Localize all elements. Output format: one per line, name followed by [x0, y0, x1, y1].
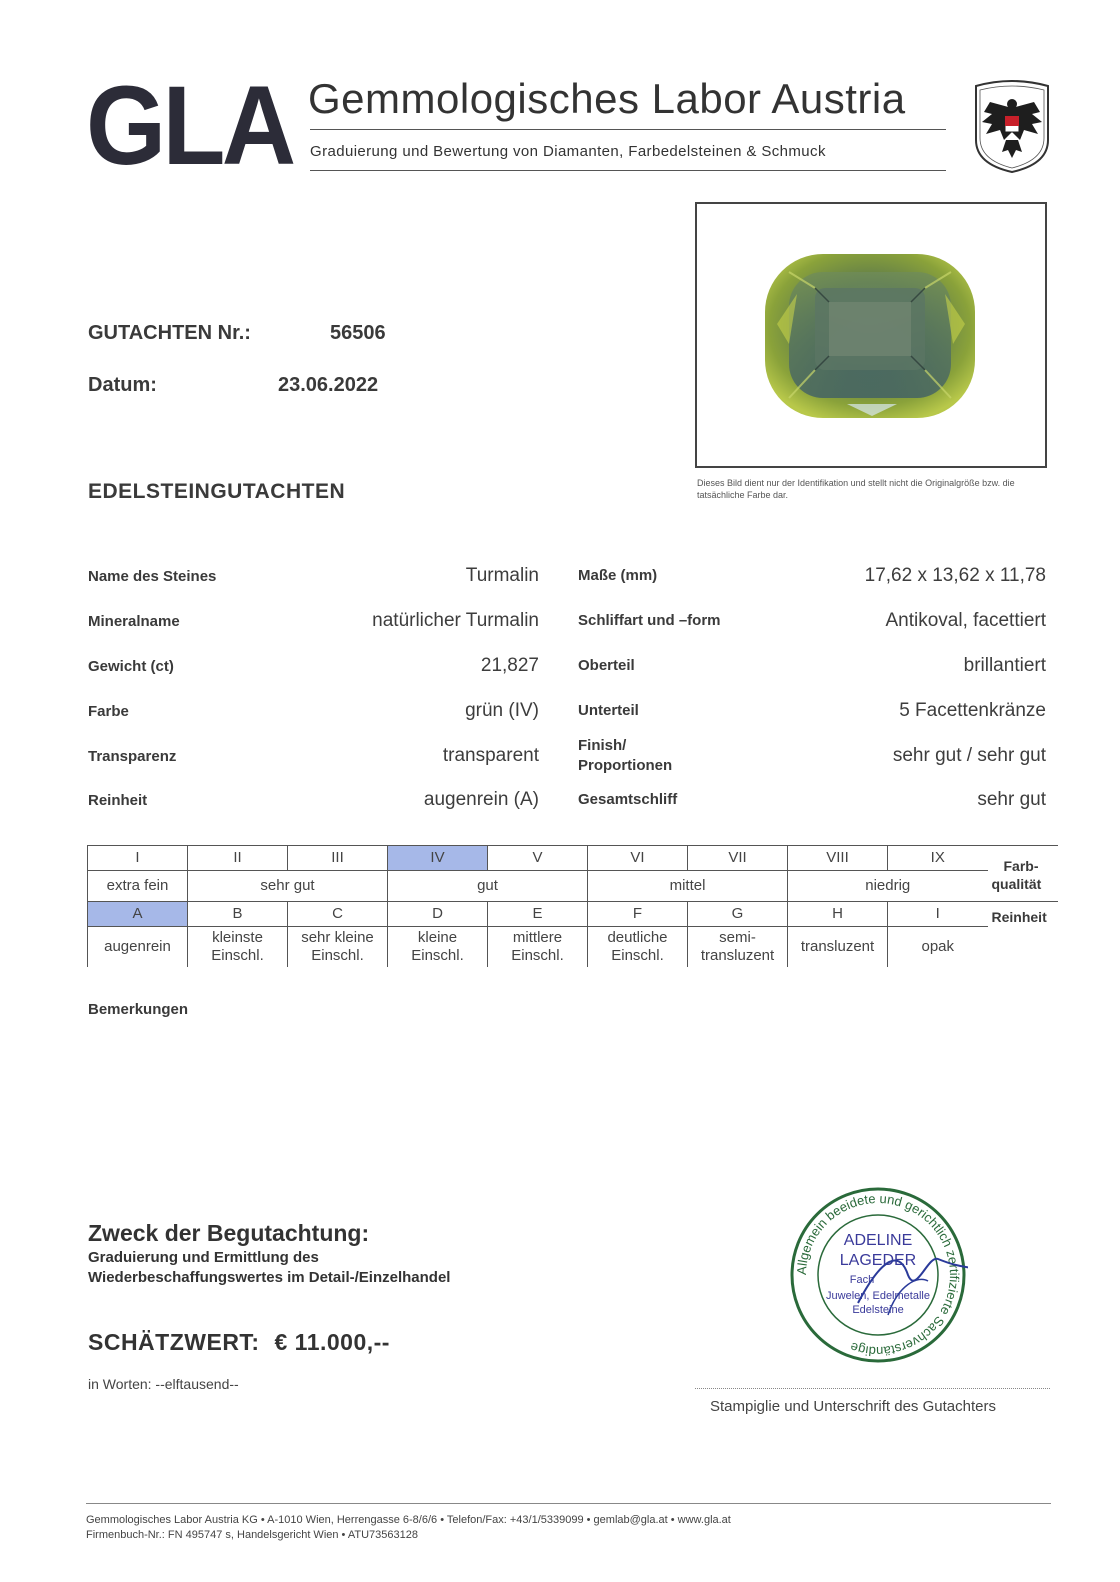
color-group-cell: niedrig	[788, 871, 988, 902]
prop-value-mineral-name: natürlicher Turmalin	[372, 610, 539, 631]
prop-value-crown: brillantiert	[963, 655, 1046, 676]
prop-label-mineral-name: Mineralname	[88, 613, 180, 630]
stamp-line-5: Edelsteine	[852, 1304, 904, 1316]
color-quality-label-line2: qualität	[991, 875, 1042, 892]
clarity-desc-line: kleinste	[212, 929, 263, 946]
prop-label-stone-name: Name des Steines	[88, 568, 217, 585]
clarity-desc-line: Einschl.	[411, 947, 464, 964]
clarity-grade-cell: D	[388, 902, 488, 927]
purpose-line-1: Graduierung und Ermittlung des	[88, 1249, 319, 1266]
clarity-desc-line: transluzent	[700, 947, 775, 964]
color-grade-cell: III	[288, 846, 388, 871]
clarity-desc-cell	[288, 927, 388, 968]
clarity-desc-cell	[88, 927, 188, 968]
prop-value-weight: 21,827	[480, 655, 539, 676]
footer	[86, 1513, 731, 1543]
clarity-desc-line: transluzent	[800, 938, 875, 955]
gla-logo: GLA	[86, 63, 293, 188]
clarity-desc-cell	[888, 927, 988, 968]
color-grade-cell: II	[188, 846, 288, 871]
clarity-desc-line: semi-	[719, 929, 756, 946]
color-grade-cell: I	[88, 846, 188, 871]
prop-value-clarity: augenrein (A)	[423, 789, 539, 810]
purpose-text	[88, 1248, 450, 1288]
expert-stamp-seal	[788, 1185, 968, 1365]
prop-label-color: Farbe	[88, 703, 129, 720]
clarity-grade-cell: G	[688, 902, 788, 927]
prop-label-overall-cut: Gesamtschliff	[578, 791, 678, 808]
clarity-grade-cell: C	[288, 902, 388, 927]
color-grade-cell: VII	[688, 846, 788, 871]
footer-rule	[86, 1503, 1051, 1504]
color-grade-cell: VI	[588, 846, 688, 871]
gem-photo-frame	[695, 202, 1047, 468]
clarity-grade-row	[88, 902, 1058, 927]
clarity-label: Reinheit	[988, 902, 1058, 968]
prop-value-dimensions: 17,62 x 13,62 x 11,78	[864, 565, 1046, 586]
prop-label-finish-line2: Proportionen	[578, 757, 673, 774]
stamp-name-2: LAGEDER	[839, 1252, 917, 1269]
color-group-cell: gut	[388, 871, 588, 902]
clarity-grade-cell: E	[488, 902, 588, 927]
clarity-desc-cell	[488, 927, 588, 968]
date-value: 23.06.2022	[278, 374, 379, 396]
prop-label-transparency: Transparenz	[88, 748, 177, 765]
prop-value-pavilion: 5 Facettenkränze	[899, 700, 1046, 721]
valuation	[88, 1329, 390, 1356]
clarity-desc-line: kleine	[417, 929, 458, 946]
clarity-desc-cell	[388, 927, 488, 968]
clarity-desc-cell	[188, 927, 288, 968]
clarity-desc-line: Einschl.	[611, 947, 664, 964]
clarity-desc-line: augenrein	[104, 938, 171, 955]
color-grade-row	[88, 846, 1058, 871]
prop-label-crown: Oberteil	[578, 657, 635, 674]
color-quality-label	[988, 846, 1058, 902]
gemstone-image	[697, 204, 1045, 466]
color-grade-cell: IX	[888, 846, 988, 871]
clarity-desc-cell	[688, 927, 788, 968]
clarity-desc-line: Einschl.	[511, 947, 564, 964]
color-grade-cell: VIII	[788, 846, 888, 871]
clarity-grade-cell-selected: A	[88, 902, 188, 927]
valuation-label: SCHÄTZWERT:	[88, 1329, 260, 1355]
clarity-desc-line: sehr kleine	[301, 929, 374, 946]
prop-label-finish	[578, 736, 672, 776]
color-group-row	[88, 871, 1058, 902]
prop-value-color: grün (IV)	[465, 700, 539, 721]
prop-value-cut: Antikoval, facettiert	[885, 610, 1046, 631]
color-grade-cell: V	[488, 846, 588, 871]
austrian-eagle-crest-icon	[970, 80, 1054, 174]
prop-label-weight: Gewicht (ct)	[88, 658, 174, 675]
valuation-value: € 11.000,--	[274, 1329, 390, 1355]
clarity-desc-line: opak	[921, 938, 955, 955]
prop-label-finish-line1: Finish/	[578, 737, 627, 754]
signature-caption: Stampiglie und Unterschrift des Gutachters	[710, 1398, 996, 1415]
prop-label-pavilion: Unterteil	[578, 702, 639, 719]
certificate-number-label: GUTACHTEN Nr.:	[88, 322, 251, 344]
prop-value-stone-name: Turmalin	[465, 565, 539, 586]
stamp-line-3: Fach	[849, 1274, 875, 1286]
header-rule-top	[310, 129, 946, 130]
header-rule-bottom	[310, 170, 946, 171]
valuation-in-words: in Worten: --elftausend--	[88, 1376, 239, 1392]
footer-line-2: Firmenbuch-Nr.: FN 495747 s, Handelsgericht Wien • ATU73563128	[86, 1529, 418, 1541]
lab-name: Gemmologisches Labor Austria	[308, 75, 906, 122]
grading-table	[87, 845, 1058, 967]
prop-value-transparency: transparent	[442, 745, 539, 766]
clarity-desc-line: Einschl.	[311, 947, 364, 964]
clarity-grade-cell: B	[188, 902, 288, 927]
color-group-cell: extra fein	[88, 871, 188, 902]
stamp-line-4: Juwelen, Edelmetalle	[826, 1290, 930, 1302]
prop-label-clarity: Reinheit	[88, 792, 148, 809]
photo-caption: Dieses Bild dient nur der Identifikation und stellt nicht die Originalgröße bzw. die tatsächliche Farbe dar.	[697, 478, 1015, 500]
clarity-desc-cell	[788, 927, 888, 968]
purpose-heading: Zweck der Begutachtung:	[88, 1220, 370, 1246]
color-group-cell: mittel	[588, 871, 788, 902]
clarity-desc-row	[88, 927, 1058, 968]
clarity-desc-cell	[588, 927, 688, 968]
clarity-desc-line: Einschl.	[211, 947, 264, 964]
signature-line	[695, 1388, 1050, 1389]
color-grade-cell-selected: IV	[388, 846, 488, 871]
color-quality-label-line1: Farb-	[1003, 857, 1039, 874]
footer-line-1: Gemmologisches Labor Austria KG • A-1010 Wien, Herrengasse 6-8/6/6 • Telefon/Fax: +43/1/5339099 • gemlab@gla.at • www.gla.at	[86, 1514, 731, 1526]
date-label: Datum:	[88, 374, 157, 396]
clarity-grade-cell: F	[588, 902, 688, 927]
prop-value-finish: sehr gut / sehr gut	[892, 745, 1046, 766]
document-title: EDELSTEINGUTACHTEN	[88, 480, 346, 503]
lab-tagline: Graduierung und Bewertung von Diamanten, Farbedelsteinen & Schmuck	[310, 143, 826, 160]
stamp-ring-text: Allgemein beeidete und gerichtlich zertifizierte Sachverständige	[793, 1190, 963, 1360]
stamp-name-1: ADELINE	[843, 1232, 913, 1249]
clarity-desc-line: deutliche	[607, 929, 668, 946]
prop-label-cut: Schliffart und –form	[578, 612, 721, 629]
purpose-line-2: Wiederbeschaffungswertes im Detail-/Einzelhandel	[88, 1269, 451, 1286]
prop-value-overall-cut: sehr gut	[977, 789, 1046, 810]
clarity-grade-cell: H	[788, 902, 888, 927]
color-group-cell: sehr gut	[188, 871, 388, 902]
certificate-number-value: 56506	[330, 322, 386, 344]
clarity-desc-line: mittlere	[512, 929, 563, 946]
remarks-label: Bemerkungen	[88, 1001, 189, 1018]
clarity-grade-cell: I	[888, 902, 988, 927]
prop-label-dimensions: Maße (mm)	[578, 567, 658, 584]
